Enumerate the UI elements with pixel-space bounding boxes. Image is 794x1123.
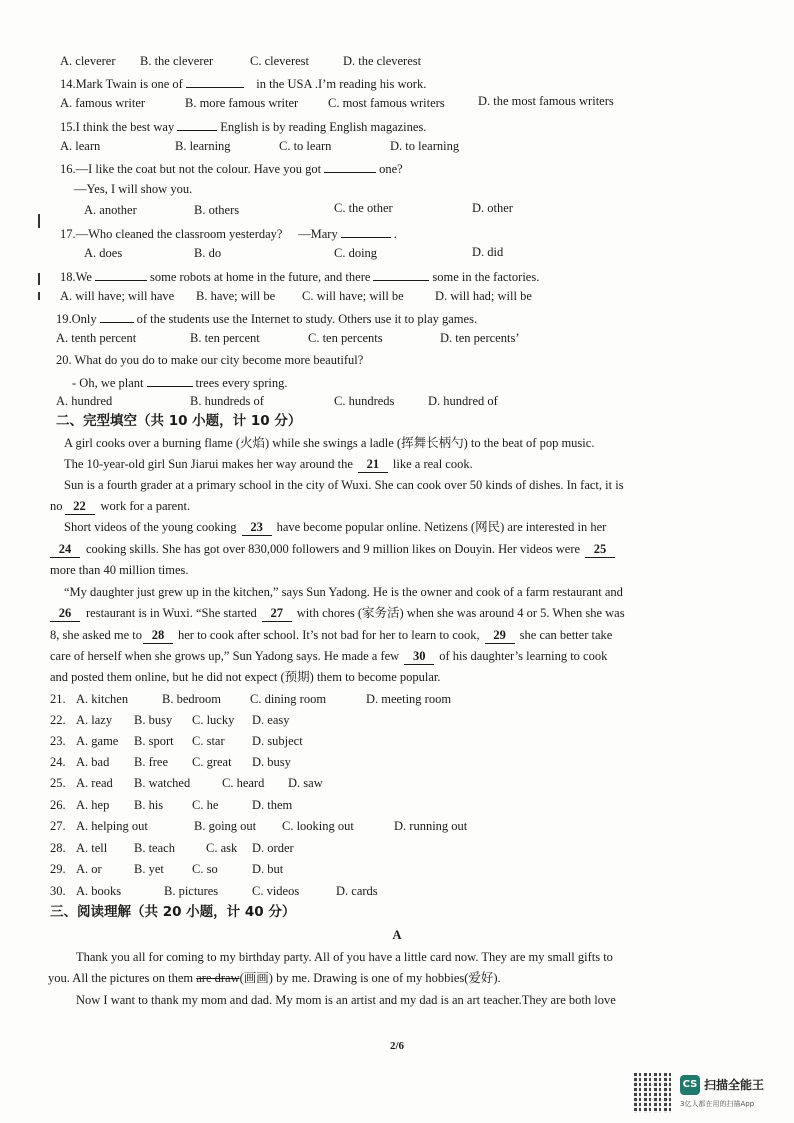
question-16 [60, 160, 403, 177]
q15-option-a: A. learn [60, 139, 101, 153]
q17-option-c: C. doing [334, 246, 378, 260]
option-a: A. lazy [76, 713, 113, 727]
reading-line-3: Now I want to thank my mom and dad. My mom is an artist and my dad is an art teacher.They are both love [76, 993, 616, 1007]
q17-blank [341, 225, 391, 238]
question-17 [60, 225, 397, 242]
option-b: B. bedroom [162, 692, 222, 706]
q17-stem: 17.—Who cleaned the classroom yesterday? [60, 227, 283, 241]
option-a: A. game [76, 734, 119, 748]
option-number: 23. [50, 734, 66, 748]
q17-option-a: A. does [84, 246, 123, 260]
q20-option-a: A. hundred [56, 394, 113, 408]
option-d: D. order [252, 841, 294, 855]
q20-option-d: D. hundred of [428, 394, 498, 408]
option-number: 22. [50, 713, 66, 727]
question-19 [56, 310, 477, 327]
section-2-title: 二、完型填空（共 10 小题，计 10 分） [56, 413, 302, 429]
q18-option-d: D. will had; will be [435, 289, 532, 303]
q16-stem-end: one? [379, 162, 403, 176]
cloze-blank-30: 30 [404, 649, 434, 665]
option-d: D. cards [336, 884, 378, 898]
margin-mark [38, 214, 40, 228]
q16-option-b: B. others [194, 203, 240, 217]
q15-stem: 15.I think the best way [60, 120, 175, 134]
q18-stem: 18.We [60, 270, 92, 284]
cloze-para-5c [50, 628, 612, 644]
q19-option-d: D. ten percents’ [440, 331, 520, 345]
page-number: 2/6 [389, 1040, 405, 1052]
option-number: 28. [50, 841, 66, 855]
option-number: 29. [50, 862, 66, 876]
q16-reply: —Yes, I will show you. [74, 182, 193, 196]
reading-text: (画画) by me. Drawing is one of my hobbies(爱好). [239, 971, 501, 985]
cloze-text: of his daughter’s learning to cook [439, 649, 608, 663]
q15-option-b: B. learning [175, 139, 231, 153]
q14-option-a: A. famous writer [60, 96, 146, 110]
cloze-blank-28: 28 [143, 628, 173, 644]
qr-code-icon [634, 1073, 674, 1113]
option-c: C. star [192, 734, 225, 748]
option-number: 21. [50, 692, 66, 706]
cloze-para-5d [50, 649, 607, 665]
option-c: C. heard [222, 776, 265, 790]
q19-blank [100, 310, 134, 323]
cloze-blank-23: 23 [242, 520, 272, 536]
question-14 [60, 75, 426, 92]
cloze-text: like a real cook. [392, 457, 473, 471]
option-a: A. or [76, 862, 102, 876]
option-a: A. read [76, 776, 113, 790]
cloze-blank-22: 22 [65, 499, 95, 515]
option-b: B. busy [134, 713, 173, 727]
cloze-para-5e: and posted them online, but he did not expect (预期) them to become popular. [50, 670, 441, 684]
q18-option-a: A. will have; will have [60, 289, 175, 303]
margin-mark [38, 273, 40, 285]
q14-blank [186, 75, 244, 88]
question-15 [60, 118, 426, 135]
q14-option-b: B. more famous writer [185, 96, 299, 110]
option-number: 24. [50, 755, 66, 769]
q20-reply-end: trees every spring. [195, 376, 288, 390]
section-3-title: 三、阅读理解（共 20 小题，计 40 分） [50, 904, 296, 920]
option-d: D. running out [394, 819, 468, 833]
cloze-blank-26: 26 [50, 606, 80, 622]
option-c: C. lucky [192, 713, 235, 727]
cloze-para-3b [50, 499, 190, 515]
q18-blank-1 [95, 268, 147, 281]
option-c: C. so [192, 862, 218, 876]
q13-option-c: C. cleverest [250, 54, 310, 68]
option-number: 26. [50, 798, 66, 812]
cloze-para-3: Sun is a fourth grader at a primary school in the city of Wuxi. She can cook over 50 kinds of dishes. In fact, it is [64, 478, 624, 492]
q15-option-c: C. to learn [279, 139, 332, 153]
q18-blank-2 [373, 268, 429, 281]
scanner-watermark [634, 1073, 784, 1113]
option-number: 25. [50, 776, 66, 790]
option-a: A. books [76, 884, 122, 898]
option-b: B. pictures [164, 884, 219, 898]
scanner-tagline: 3亿人都在用的扫描App [680, 1100, 755, 1108]
q14-option-c: C. most famous writers [328, 96, 445, 110]
option-d: D. them [252, 798, 293, 812]
option-a: A. bad [76, 755, 110, 769]
cloze-para-1: A girl cooks over a burning flame (火焰) while she swings a ladle (挥舞长柄勺) to the beat of pop music. [64, 436, 595, 450]
option-a: A. hep [76, 798, 110, 812]
cloze-para-4b [50, 542, 620, 558]
option-b: B. his [134, 798, 164, 812]
cloze-text: have become popular online. Netizens (网民) are interested in her [276, 520, 607, 534]
option-c: C. great [192, 755, 232, 769]
cloze-text: work for a parent. [100, 499, 191, 513]
cloze-text: her to cook after school. It’s not bad for her to learn to cook, [178, 628, 480, 642]
option-b: B. free [134, 755, 169, 769]
q20-option-c: C. hundreds [334, 394, 395, 408]
option-a: A. tell [76, 841, 108, 855]
option-c: C. videos [252, 884, 300, 898]
q15-option-d: D. to learning [390, 139, 460, 153]
option-number: 30. [50, 884, 66, 898]
q16-option-a: A. another [84, 203, 137, 217]
option-d: D. but [252, 862, 284, 876]
option-c: C. dining room [250, 692, 327, 706]
cloze-text: restaurant is in Wuxi. “She started [86, 606, 257, 620]
struck-text: are draw [196, 971, 240, 985]
cloze-text: no [50, 499, 63, 513]
cloze-para-5: “My daughter just grew up in the kitchen,” says Sun Yadong. He is the owner and cook of a farm restaurant and [64, 585, 623, 599]
q19-option-c: C. ten percents [308, 331, 383, 345]
q13-option-a: A. cleverer [60, 54, 116, 68]
q15-blank [177, 118, 217, 131]
option-d: D. meeting room [366, 692, 452, 706]
q14-stem: 14.Mark Twain is one of [60, 77, 183, 91]
option-b: B. teach [134, 841, 175, 855]
q19-stem: 19.Only [56, 312, 97, 326]
q13-option-b: B. the cleverer [140, 54, 214, 68]
question-20: 20. What do you do to make our city become more beautiful? [56, 353, 364, 367]
cloze-para-4 [64, 520, 606, 536]
cloze-text: The 10-year-old girl Sun Jiarui makes her way around the [64, 457, 353, 471]
margin-mark [38, 292, 40, 300]
q17-stop: . [393, 227, 397, 241]
cloze-blank-21: 21 [358, 457, 388, 473]
option-b: B. yet [134, 862, 164, 876]
passage-label: A [392, 928, 402, 942]
cloze-para-2 [64, 457, 473, 473]
q18-stem-mid: some robots at home in the future, and there [149, 270, 371, 284]
q17-reply: —Mary [298, 227, 338, 241]
cloze-text: Short videos of the young cooking [64, 520, 237, 534]
reading-line-1: Thank you all for coming to my birthday party. All of you have a little card now. They are my small gifts to [76, 950, 613, 964]
option-number: 27. [50, 819, 66, 833]
q16-stem: 16.—I like the coat but not the colour. Have you got [60, 162, 322, 176]
q14-stem-end: in the USA .I’m reading his work. [256, 77, 427, 91]
cloze-text: with chores (家务活) when she was around 4 or 5. When she was [296, 606, 625, 620]
cloze-para-5b [50, 606, 625, 622]
cloze-blank-29: 29 [485, 628, 515, 644]
option-a: A. helping out [76, 819, 148, 833]
q20-reply-start: - Oh, we plant [72, 376, 144, 390]
cloze-text: care of herself when she grows up,” Sun Yadong says. He made a few [50, 649, 400, 663]
q20-reply [72, 374, 288, 391]
cloze-blank-25: 25 [585, 542, 615, 558]
q14-option-d: D. the most famous writers [478, 94, 614, 108]
reading-text: you. All the pictures on them [48, 971, 194, 985]
cloze-blank-27: 27 [262, 606, 292, 622]
q17-option-d: D. did [472, 245, 504, 259]
option-c: C. looking out [282, 819, 354, 833]
q18-stem-end: some in the factories. [432, 270, 540, 284]
option-d: D. saw [288, 776, 323, 790]
q19-option-b: B. ten percent [190, 331, 260, 345]
q16-blank [324, 160, 376, 173]
q18-option-b: B. have; will be [196, 289, 276, 303]
q19-stem-end: of the students use the Internet to study. Others use it to play games. [136, 312, 478, 326]
cs-logo-icon: CS [680, 1075, 700, 1095]
option-b: B. watched [134, 776, 191, 790]
option-b: B. going out [194, 819, 257, 833]
question-18 [60, 268, 539, 285]
cloze-para-4c: more than 40 million times. [50, 563, 189, 577]
q15-stem-end: English is by reading English magazines. [220, 120, 427, 134]
cloze-text: 8, she asked me to [50, 628, 142, 642]
q16-option-c: C. the other [334, 201, 393, 215]
cloze-blank-24: 24 [50, 542, 80, 558]
option-d: D. busy [252, 755, 291, 769]
q18-option-c: C. will have; will be [302, 289, 404, 303]
option-d: D. easy [252, 713, 290, 727]
q16-option-d: D. other [472, 201, 513, 215]
cloze-text: cooking skills. She has got over 830,000 followers and 9 million likes on Douyin. Her videos were [86, 542, 581, 556]
cloze-text: she can better take [519, 628, 613, 642]
option-a: A. kitchen [76, 692, 129, 706]
q20-blank [147, 374, 193, 387]
q17-option-b: B. do [194, 246, 222, 260]
option-b: B. sport [134, 734, 174, 748]
option-d: D. subject [252, 734, 303, 748]
option-c: C. ask [206, 841, 238, 855]
q13-option-d: D. the cleverest [343, 54, 422, 68]
scanner-app-name: 扫描全能王 [704, 1078, 765, 1092]
q20-option-b: B. hundreds of [190, 394, 264, 408]
option-c: C. he [192, 798, 219, 812]
reading-line-2 [48, 971, 501, 986]
q19-option-a: A. tenth percent [56, 331, 137, 345]
